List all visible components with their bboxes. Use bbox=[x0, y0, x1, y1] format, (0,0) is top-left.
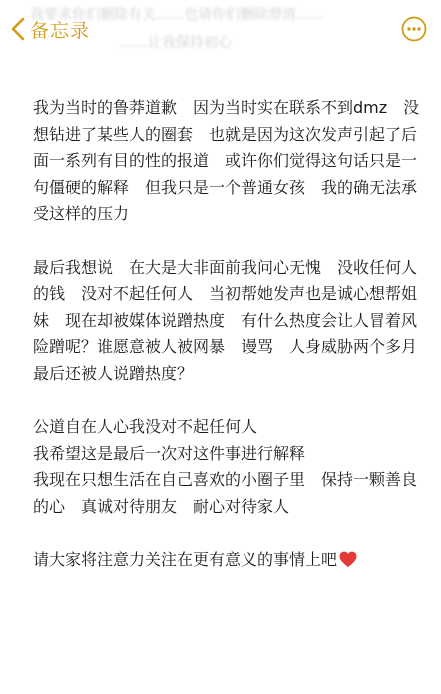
more-options-button[interactable] bbox=[401, 16, 427, 42]
note-paragraph: 公道自在人心我没对不起任何人 我希望这是最后一次对这件事进行解释 我现在只想生活在自己喜欢的小圈子里 保持一颗善良的心 真诚对待朋友 耐心对待家人 bbox=[33, 417, 418, 516]
note-paragraph-text: 请大家将注意力关注在更有意义的事情上吧 bbox=[33, 550, 338, 569]
more-ellipsis-icon bbox=[401, 16, 427, 42]
back-button[interactable] bbox=[8, 14, 90, 44]
chevron-left-icon bbox=[8, 16, 28, 42]
note-paragraph: 最后我想说 在大是大非面前我问心无愧 没收任何人的钱 没对不起任何人 当初帮她发声也是诚心想帮姐妹 现在却被媒体说蹭热度 有什么热度会让人冒着风险蹭呢？谁愿意被人被网暴 谩骂 人身威胁两个多月 最后还被人说蹭热度？ bbox=[33, 257, 434, 383]
red-heart-icon bbox=[339, 550, 357, 567]
blurred-previous-text: 我要求你们删除有关……也请你们删除澄清…… bbox=[30, 7, 324, 23]
note-body[interactable] bbox=[33, 95, 434, 574]
note-paragraph: 我为当时的鲁莽道歉 因为当时实在联系不到dmz 没想钻进了某些人的圈套 也就是因为这次发声引起了后面一系列有目的性的报道 或许你们觉得这句话只是一句僵硬的解释 但我只是一个普通女孩 我的确无法承受这样的压力 bbox=[33, 98, 420, 223]
note-closing-line bbox=[33, 547, 423, 574]
navigation-bar bbox=[0, 0, 441, 62]
blurred-previous-text: ……让我保持初心 bbox=[120, 35, 232, 51]
back-label: 备忘录 bbox=[30, 19, 91, 42]
